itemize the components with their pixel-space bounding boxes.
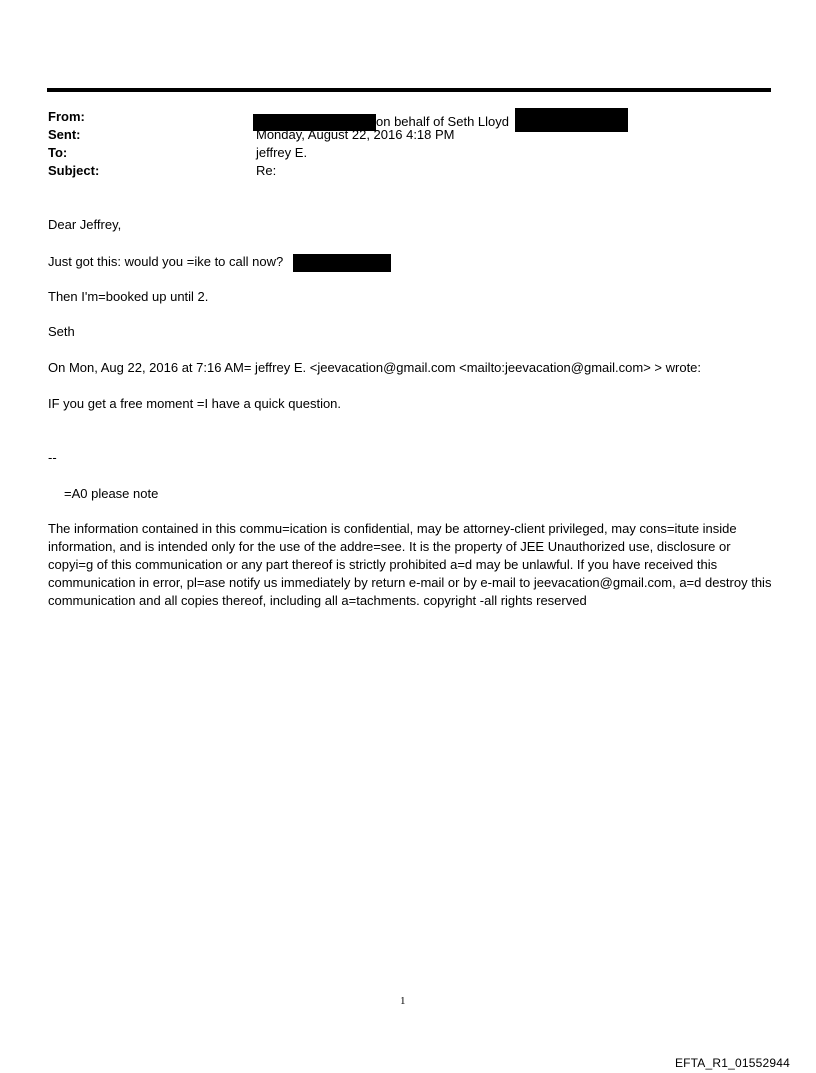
signature: Seth xyxy=(48,324,75,339)
quote-header: On Mon, Aug 22, 2016 at 7:16 AM= jeffrey E. <jeevacation@gmail.com <mailto:jeevacation@gmail.com> > wrote: xyxy=(48,360,702,375)
note: =A0 please note xyxy=(64,486,159,501)
greeting: Dear Jeffrey, xyxy=(48,217,122,232)
redaction-block xyxy=(515,108,628,132)
subject-label: Subject: xyxy=(48,163,100,178)
body-line-1-text: Just got this: would you =ike to call now? xyxy=(48,254,284,269)
to-label: To: xyxy=(48,145,68,160)
disclaimer: The information contained in this commu=ication is confidential, may be attorney-client privileged, may cons=itute inside information, and is intended only for the use of the addre=see. It is the property of JEE Unauthorized use, disclosure or copyi=g of this communication or any part thereof is strictly prohibited a=d may be unlawful. If you have received this communication in error, pl=ase notify us immediately by return e-mail or by e-mail to jeevacation@gmail.com, a=d destroy this communication and all copies thereof, including all a=tachments. copyright -all rights reserved xyxy=(48,521,772,608)
from-text: on behalf of Seth Lloyd xyxy=(376,114,509,129)
to-value: jeffrey E. xyxy=(256,145,308,160)
page-number: 1 xyxy=(400,995,406,1007)
subject-value: Re: xyxy=(256,163,277,178)
sent-label: Sent: xyxy=(48,127,81,142)
body-line-2: Then I'm=booked up until 2. xyxy=(48,289,209,304)
quote-text: IF you get a free moment =I have a quick question. xyxy=(48,396,342,411)
redaction-block xyxy=(293,254,391,272)
body-line-1 xyxy=(48,253,391,272)
document-id: EFTA_R1_01552944 xyxy=(674,1056,790,1070)
sent-value: Monday, August 22, 2016 4:18 PM xyxy=(256,127,455,142)
separator: -- xyxy=(48,450,57,465)
header-rule xyxy=(47,88,771,92)
from-label: From: xyxy=(48,109,85,124)
